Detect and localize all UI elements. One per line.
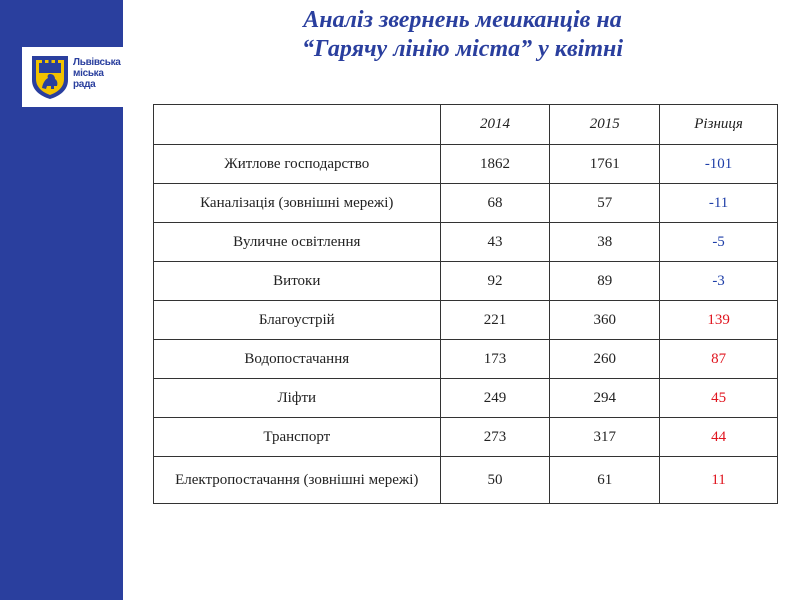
table-row — [154, 262, 778, 301]
logo-text-line: Львівська — [73, 57, 121, 68]
row-value-2015: 89 — [550, 262, 660, 301]
city-council-logo — [22, 47, 123, 107]
row-category: Електропостачання (зовнішні мережі) — [154, 457, 441, 504]
row-value-2014: 273 — [440, 418, 550, 457]
row-difference: 11 — [660, 457, 778, 504]
row-difference: 45 — [660, 379, 778, 418]
complaints-table — [153, 104, 778, 504]
row-value-2014: 43 — [440, 223, 550, 262]
row-value-2014: 50 — [440, 457, 550, 504]
row-value-2014: 249 — [440, 379, 550, 418]
table-row — [154, 145, 778, 184]
row-value-2015: 38 — [550, 223, 660, 262]
row-difference: 44 — [660, 418, 778, 457]
row-category: Витоки — [154, 262, 441, 301]
row-category: Каналізація (зовнішні мережі) — [154, 184, 441, 223]
header-2015: 2015 — [550, 105, 660, 145]
row-value-2015: 61 — [550, 457, 660, 504]
row-category: Вуличне освітлення — [154, 223, 441, 262]
table-row — [154, 457, 778, 504]
row-value-2014: 92 — [440, 262, 550, 301]
row-value-2014: 68 — [440, 184, 550, 223]
logo-text-line: міська — [73, 68, 104, 79]
header-2014: 2014 — [440, 105, 550, 145]
slide-title-line-1: Аналіз звернень мешканців на — [303, 7, 622, 33]
table-row — [154, 379, 778, 418]
row-value-2015: 57 — [550, 184, 660, 223]
table-row — [154, 418, 778, 457]
row-category: Житлове господарство — [154, 145, 441, 184]
row-value-2014: 1862 — [440, 145, 550, 184]
table-row — [154, 184, 778, 223]
row-category: Ліфти — [154, 379, 441, 418]
row-difference: -101 — [660, 145, 778, 184]
row-value-2015: 260 — [550, 340, 660, 379]
row-difference: 87 — [660, 340, 778, 379]
row-value-2015: 317 — [550, 418, 660, 457]
row-category: Благоустрій — [154, 301, 441, 340]
row-category: Водопостачання — [154, 340, 441, 379]
table-row — [154, 340, 778, 379]
table-row — [154, 223, 778, 262]
row-category: Транспорт — [154, 418, 441, 457]
table-row — [154, 301, 778, 340]
logo-text-line: рада — [73, 79, 96, 90]
row-value-2014: 221 — [440, 301, 550, 340]
logo-text — [73, 57, 123, 90]
row-difference: -5 — [660, 223, 778, 262]
row-value-2015: 1761 — [550, 145, 660, 184]
row-value-2015: 294 — [550, 379, 660, 418]
row-difference: 139 — [660, 301, 778, 340]
header-category — [154, 105, 441, 145]
slide-title-line-2: “Гарячу лінію міста” у квітні — [302, 36, 623, 62]
table-header-row — [154, 105, 778, 145]
row-value-2015: 360 — [550, 301, 660, 340]
header-difference: Різниця — [660, 105, 778, 145]
row-difference: -11 — [660, 184, 778, 223]
slide-title — [185, 6, 740, 64]
row-difference: -3 — [660, 262, 778, 301]
lviv-lion-shield-icon — [30, 54, 70, 100]
row-value-2014: 173 — [440, 340, 550, 379]
